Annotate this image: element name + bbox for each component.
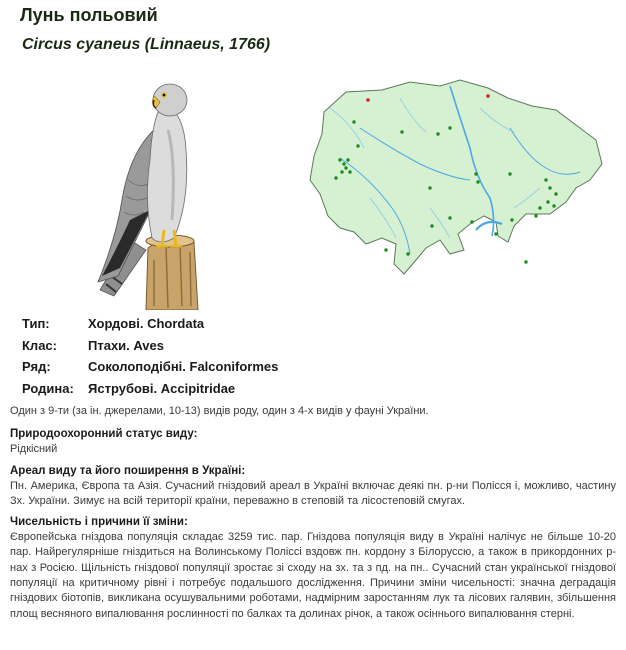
taxonomy-row (22, 335, 278, 357)
page-title: Лунь польовий (20, 5, 158, 25)
taxonomy-key: Ряд: (22, 359, 51, 375)
taxonomy-value: Яструбові. Accipitridae (88, 380, 236, 396)
status-heading: Природоохоронний статус виду: (10, 428, 198, 441)
taxonomy-table (22, 313, 278, 399)
ukraine-distribution-map (300, 68, 606, 286)
taxonomy-key: Родина: (22, 380, 74, 396)
range-text: Пн. Америка, Європа та Азія. Сучасний гніздовий ареал в Україні включає деякі пн. р-ни Полісся і, можливо, частину Зх. України. Зимує на всій території країни, переважно в степовій та лісостеповій смугах. (10, 479, 616, 507)
taxonomy-row (22, 313, 278, 335)
numbers-heading: Чисельність і причини її зміни: (10, 516, 188, 529)
latin-name: Circus cyaneus (Linnaeus, 1766) (22, 36, 271, 53)
taxonomy-value: Хордові. Chordata (88, 316, 205, 332)
species-description (10, 404, 616, 622)
taxonomy-key: Клас: (22, 337, 57, 353)
intro-text: Один з 9-ти (за ін. джерелами, 10-13) видів роду, один з 4-х видів у фауні України. (10, 405, 429, 417)
taxonomy-value: Соколоподібні. Falconiformes (88, 359, 279, 375)
harrier-illustration (70, 70, 220, 310)
numbers-text: Європейська гніздова популяція складає 3259 тис. пар. Гніздова популяція виду в Україні налічує не більше 10-20 пар. Найрегулярніше гніздиться на Волинському Поліссі вздовж пн. кордону з Білоруссю, а також в прикордонних р-нах з Росією. Щільність гніздової популяції зростає зі сходу на зх. та з пд. на пн.. Сучасний стан української гніздової популяції на критичному рівні і потребує подальшого дослідження. Причини зміни чисельності: значна деградація гніздових біотопів, викликана осушувальними роботами, надмірним заростанням лук та лісових галявин, збільшення площ весняного випалювання рослинності по балках та долинах річок, а також осіннього випалювання стерні. (10, 531, 616, 620)
status-text: Рідкісний (10, 443, 58, 456)
taxonomy-value: Птахи. Aves (88, 337, 164, 353)
taxonomy-row (22, 378, 278, 400)
taxonomy-key: Тип: (22, 316, 50, 332)
taxonomy-row (22, 356, 278, 378)
range-heading: Ареал виду та його поширення в Україні: (10, 464, 246, 477)
